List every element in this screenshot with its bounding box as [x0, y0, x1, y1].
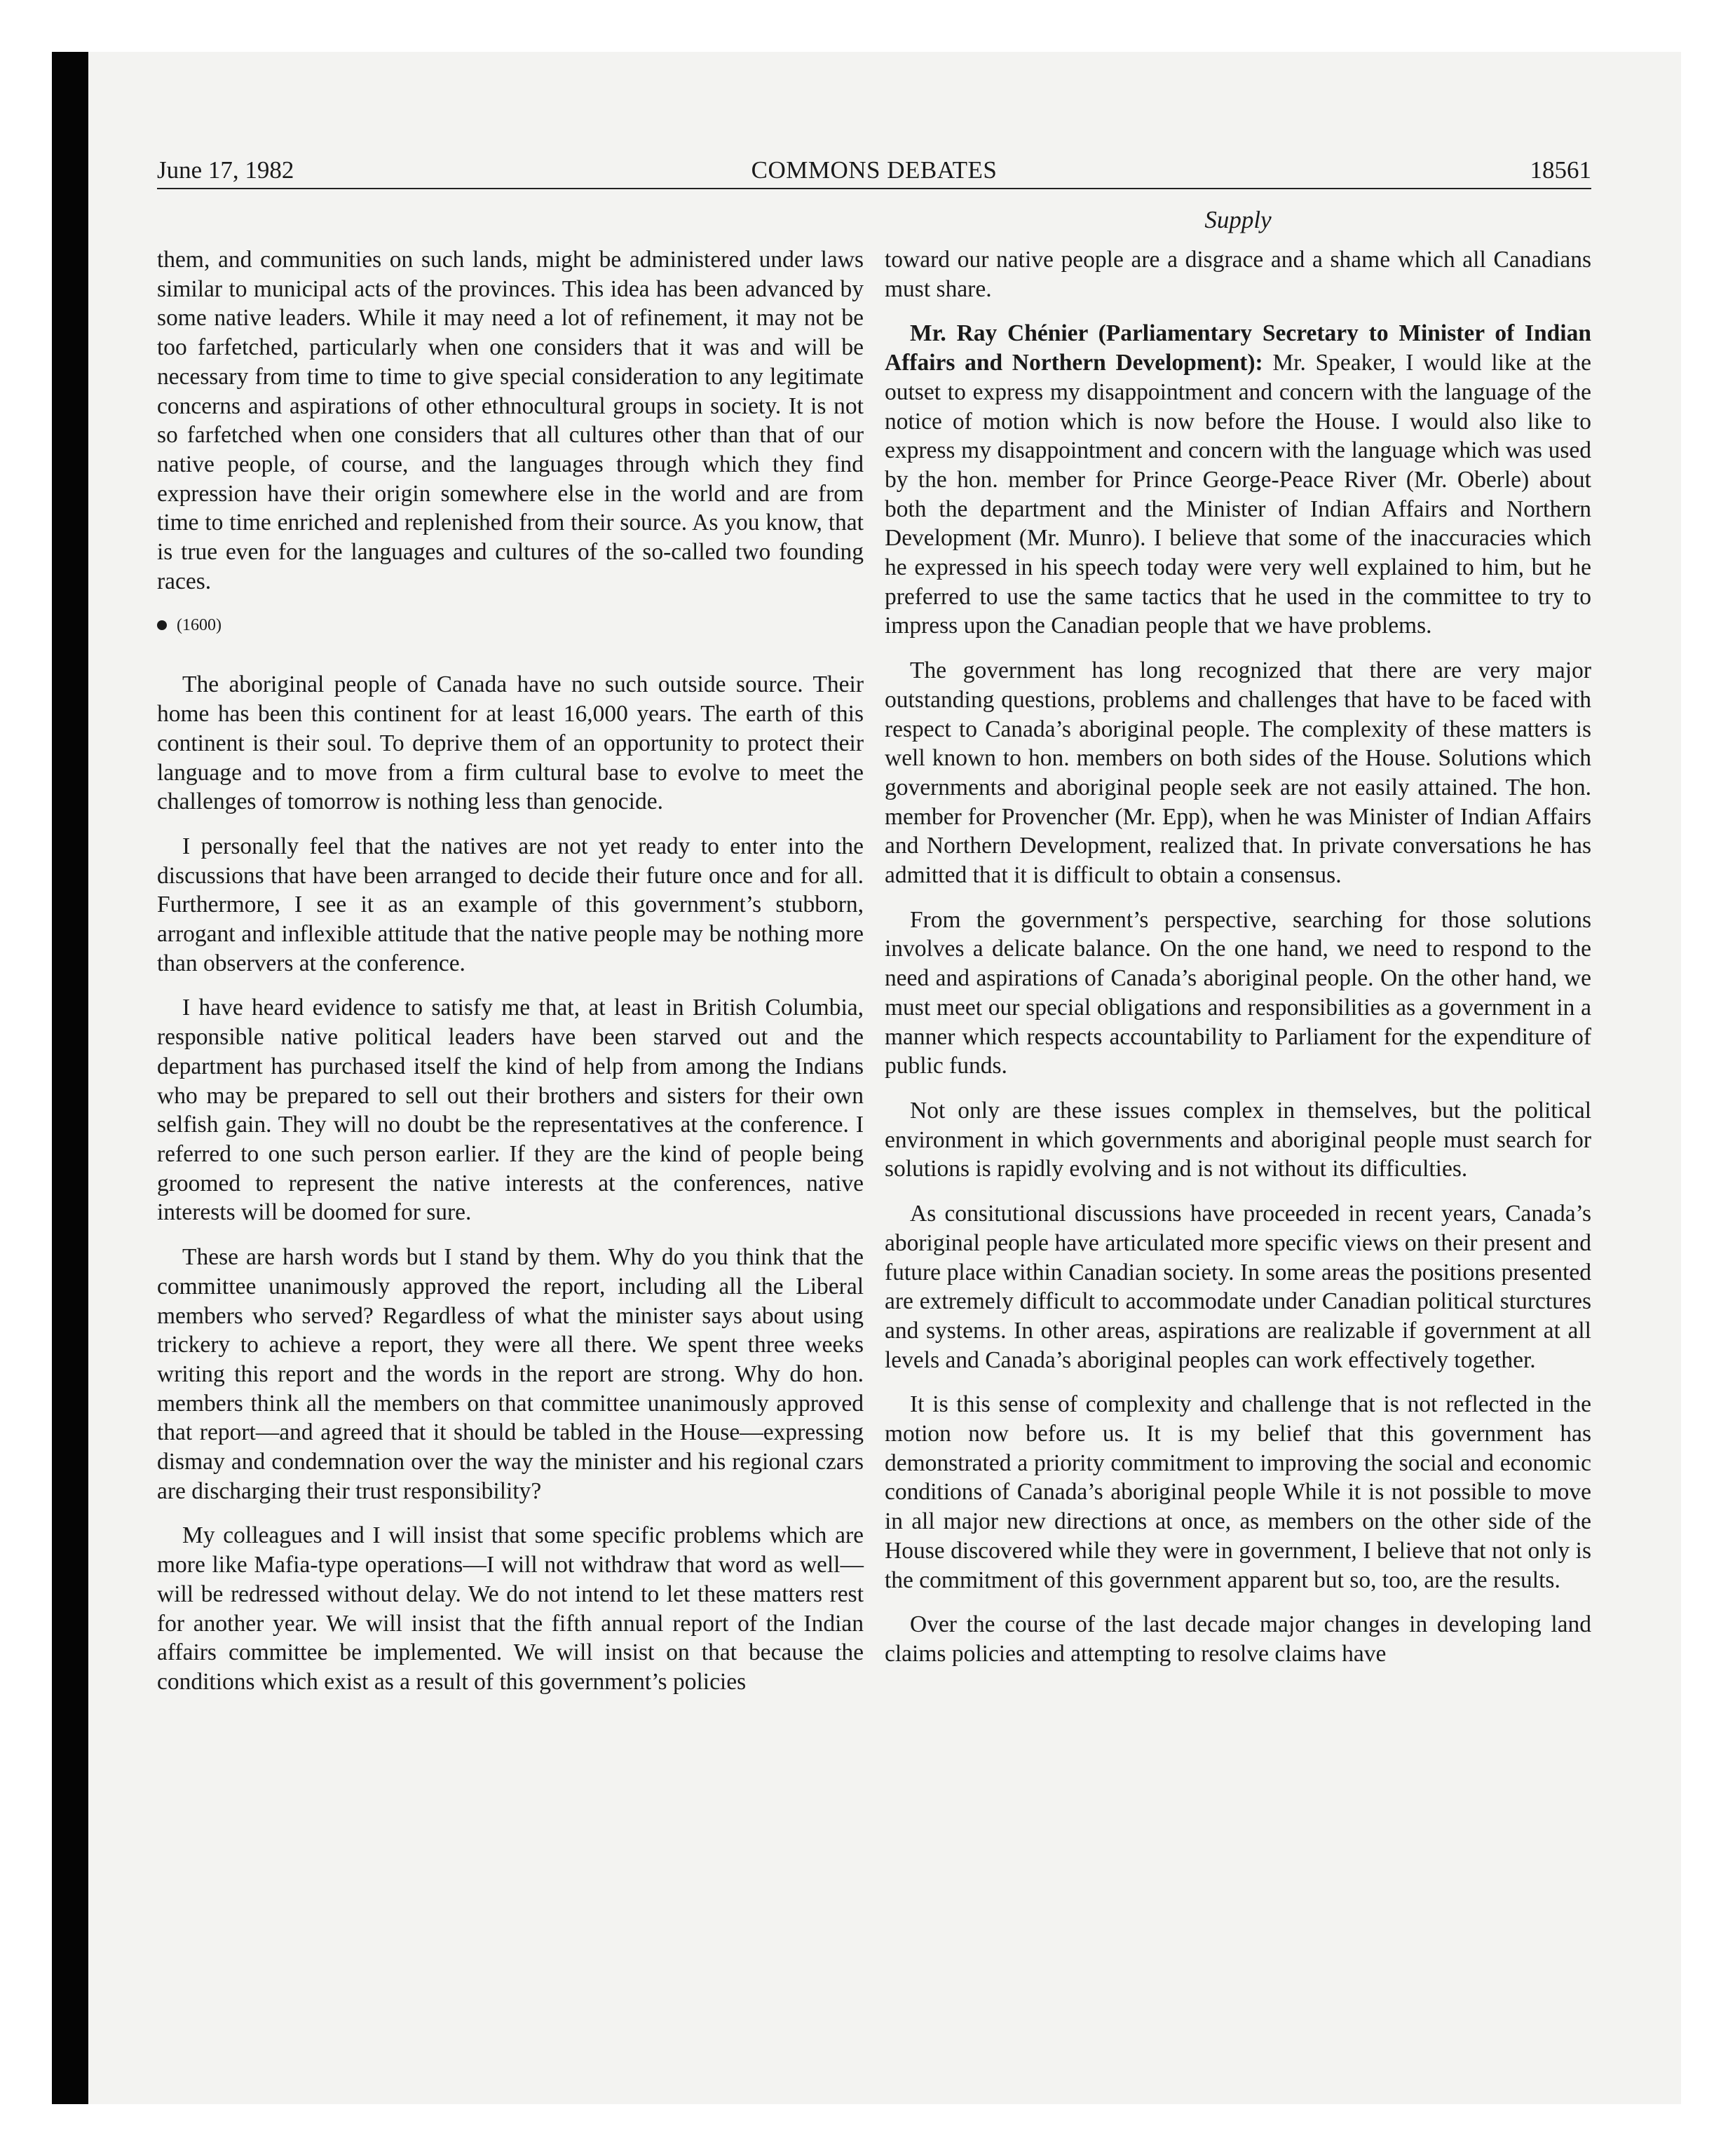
paragraph: My colleagues and I will insist that some specific problems which are more like Mafia-type operations—I will not withdraw that word as well—will be redressed without delay. We do not intend to let these matters rest for another year. We will insist that the fifth annual report of the Indian affairs committee be implemented. We will insist on that because the conditions which exist as a result of this government’s policies [157, 1522, 864, 1695]
binding-edge [52, 52, 88, 2104]
paragraph: toward our native people are a disgrace and a shame which all Canadians must share. [885, 247, 1591, 302]
paragraph: Not only are these issues complex in themselves, but the political environment in which governments and aboriginal people must search for solutions is rapidly evolving and is not without its difficulties. [885, 1097, 1591, 1182]
time-marker-label: (1600) [177, 616, 222, 635]
paragraph: From the government’s perspective, searching for those solutions involves a delicate balance. On the one hand, we need to respond to the need and aspirations of Canada’s aboriginal people. On the other hand, we must meet our special obligations and responsibilities as a government in a manner which respects accountability to Parliament for the expenditure of public funds. [885, 906, 1591, 1079]
header-rule [157, 188, 1591, 189]
paragraph: The government has long recognized that there are very major outstanding questions, problems and challenges that have to be faced with respect to Canada’s aboriginal people. The complexity of these matters is well known to hon. members on both sides of the House. Solutions which governments and aboriginal people seek are not easily attained. The hon. member for Provencher (Mr. Epp), when he was Minister of Indian Affairs and Northern Development, realized that. In private conversations he has admitted that it is difficult to obtain a consensus. [885, 657, 1591, 889]
paragraph: them, and communities on such lands, might be administered under laws similar to municipal acts of the provinces. This idea has been advanced by some native leaders. While it may need a lot of refinement, it may not be too farfetched, particularly when one considers that it was and will be necessary from time to time to give special consideration to any legitimate concerns and aspirations of other ethnocultural groups in society. It is not so farfetched when one considers that all cultures other than that of our native people, of course, and the languages through which they find expression have their origin somewhere else in the world and are from time to time enriched and replenished from their source. As you know, that is true even for the languages and cultures of the so-called two founding races. [157, 247, 864, 594]
right-column [885, 245, 1591, 1684]
speech-text: Mr. Speaker, I would like at the outset to express my disappointment and concern with the language of the notice of motion which is now before the House. I would also like to express my disappointment and concern with the language which was used by the hon. member for Prince George-Peace River (Mr. Oberle) about both the department and the Minister of Indian Affairs and Northern Development (Mr. Munro). I believe that some of the inaccuracies which he expressed in his speech today were very well explained to him, but he preferred to use the same tactics that he used in the committee to try to impress upon the Canadian people that we have problems. [885, 350, 1591, 639]
header-date: June 17, 1982 [157, 156, 294, 184]
left-column [157, 245, 864, 1712]
bullet-icon [157, 620, 167, 630]
header-title: COMMONS DEBATES [751, 156, 998, 184]
paragraph: Over the course of the last decade major changes in developing land claims policies and attempting to resolve claims have [885, 1611, 1591, 1667]
paragraph: I personally feel that the natives are not yet ready to enter into the discussions that have been arranged to decide their future once and for all. Furthermore, I see it as an example of this government’s stubborn, arrogant and inflexible attitude that the native people may be nothing more than observers at the conference. [157, 833, 864, 976]
time-marker [157, 611, 864, 639]
section-title: Supply [1204, 206, 1272, 233]
paragraph: It is this sense of complexity and challenge that is not reflected in the motion now before us. It is my belief that this government has demonstrated a priority commitment to improving the social and economic conditions of Canada’s aboriginal people While it is not possible to move in all major new directions at once, as members on the other side of the House discovered while they were in government, I believe that not only is the commitment of this government apparent but so, too, are the results. [885, 1391, 1591, 1593]
speaker-paragraph [885, 319, 1591, 641]
paragraph: As consitutional discussions have proceeded in recent years, Canada’s aboriginal people have articulated more specific views on their present and future place within Canadian society. In some areas the positions presented are extremely difficult to accommodate under Canadian political sturctures and systems. In other areas, aspirations are realizable if government at all levels and Canada’s aboriginal peoples can work effectively together. [885, 1201, 1591, 1373]
paragraph: I have heard evidence to satisfy me that, at least in British Columbia, responsible native political leaders have been starved out and the department has purchased itself the kind of help from among the Indians who may be prepared to sell out their brothers and sisters for their own selfish gain. They will no doubt be the representatives at the conference. I referred to one such person earlier. If they are the kind of people being groomed to represent the native interests at the conferences, native interests will be doomed for sure. [157, 995, 864, 1226]
paragraph: The aboriginal people of Canada have no such outside source. Their home has been this continent for at least 16,000 years. The earth of this continent is their soul. To deprive them of an opportunity to protect their language and to move from a firm cultural base to evolve to meet the challenges of tomorrow is nothing less than genocide. [157, 671, 864, 815]
running-header [157, 153, 1591, 188]
page-number: 18561 [1530, 156, 1591, 184]
speaker-name: Mr. Ray Chénier (Parliamentary Secretary to Minister of Indian Affairs and Northern Development): [885, 320, 1591, 376]
paragraph: These are harsh words but I stand by them. Why do you think that the committee unanimously approved the report, including all the Liberal members who served? Regardless of what the minister says about using trickery to achieve a report, they were all there. We spent three weeks writing this report and the words in the report are strong. Why do hon. members think all the members on that committee unanimously approved that report—and agreed that it should be tabled in the House—expressing dismay and condemnation over the way the minister and his regional czars are discharging their trust responsibility? [157, 1244, 864, 1504]
